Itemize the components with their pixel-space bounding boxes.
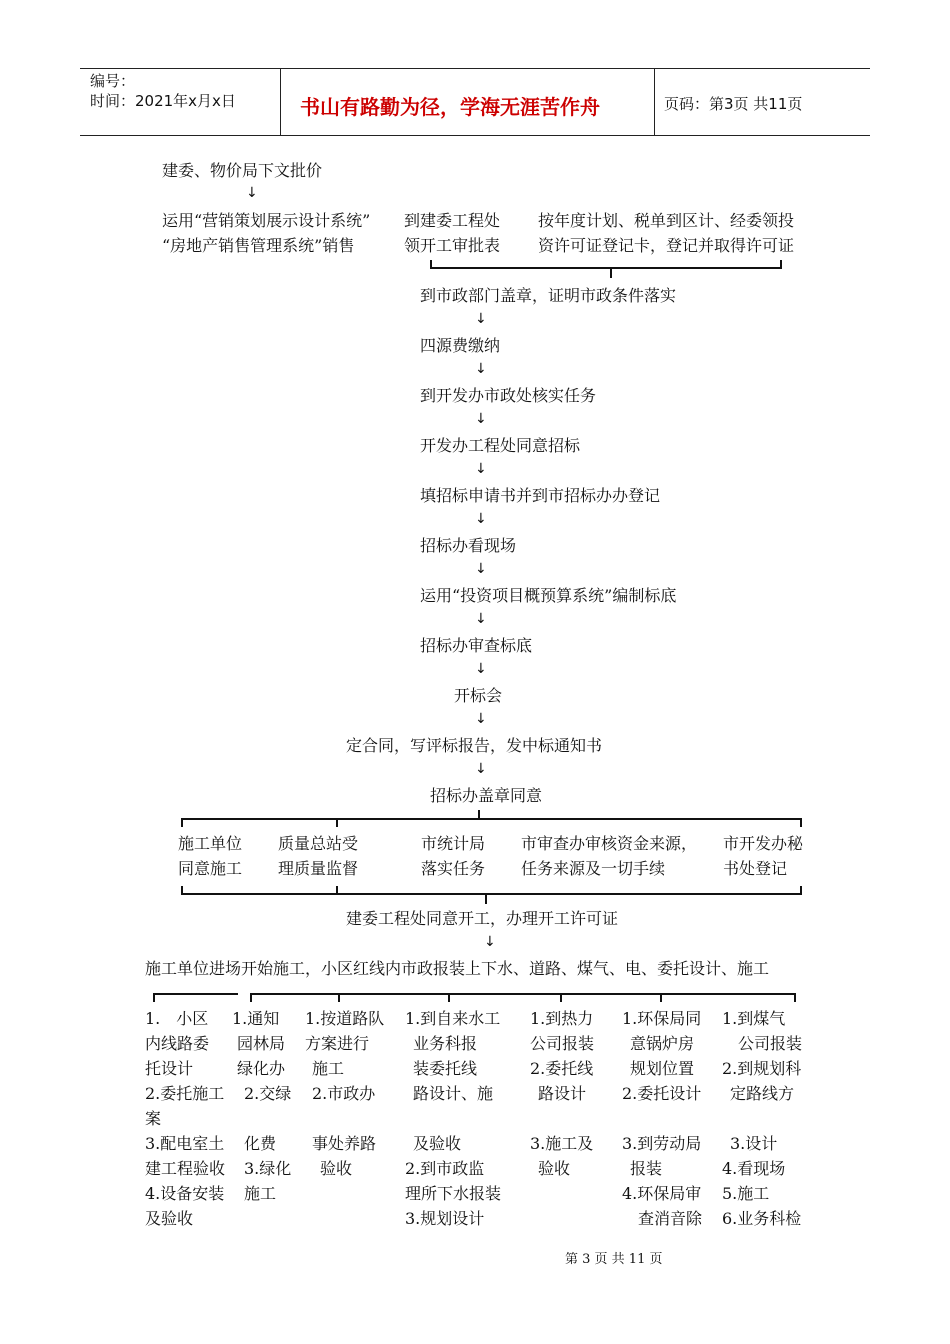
header-divider-right [654,68,655,136]
task-line: 理所下水报装 [405,1184,502,1203]
header-top-rule [80,68,870,69]
flow-step: 开发办工程处同意招标 [420,436,581,455]
branch-item: 施工单位 [178,834,243,853]
task-line: 3.配电室土 [145,1134,225,1153]
task-line: 绿化办 [237,1059,286,1078]
task-line: 3.绿化 [244,1159,292,1178]
bracket-tick [153,993,155,1002]
flow-step-permit: 建委工程处同意开工，办理开工许可证 [346,909,619,928]
task-line: 4.环保局审 [622,1184,702,1203]
task-column-4 [405,1006,501,1231]
task-line: 1.到煤气 [722,1009,786,1028]
flow-right-line2: 资许可证登记卡，登记并取得许可证 [538,236,795,255]
branch-item: 书处登记 [723,859,788,878]
task-line: 建工程验收 [145,1159,226,1178]
flow-mid-line2: 领开工审批表 [404,236,501,255]
branch-item: 市审查办审核资金来源， [521,834,698,853]
merge-bracket-line [430,267,782,269]
flow-step: 填招标申请书并到市招标办办登记 [420,486,661,505]
flow-step: 四源费缴纳 [420,336,501,355]
down-arrow-icon: ↓ [475,461,487,477]
task-column-3 [305,1006,384,1181]
bracket-tick [336,886,338,895]
bracket-tick [485,895,487,904]
down-arrow-icon: ↓ [475,361,487,377]
branch-bracket-bottom [181,893,802,895]
task-line: 内线路委 [145,1034,210,1053]
branch-bracket-top [181,818,802,820]
down-arrow-icon: ↓ [475,411,487,427]
task-line: 4.设备安装 [145,1184,225,1203]
flow-step: 运用“投资项目概预算系统”编制标底 [420,586,677,605]
bracket-tick [181,818,183,827]
down-arrow-icon: ↓ [484,934,496,950]
flow-step: 到市政部门盖章，证明市政条件落实 [420,286,677,305]
task-line: 1.到自来水工 [405,1009,501,1028]
down-arrow-icon: ↓ [475,511,487,527]
doc-time-label: 时间：2021年x月x日 [90,92,236,110]
task-line: 2.交绿 [244,1084,292,1103]
bracket-tick [448,993,450,1002]
task-line: 公司报装 [530,1034,595,1053]
flow-step: 招标办看现场 [420,536,517,555]
task-line: 2.委托设计 [622,1084,702,1103]
flow-mid-line1: 到建委工程处 [404,211,501,230]
task-line [305,1106,384,1131]
branch-item: 任务来源及一切手续 [521,859,666,878]
task-line: 业务科报 [413,1034,478,1053]
page-footer: 第 3 页 共 11 页 [565,1252,663,1267]
bracket-tick [780,260,782,269]
task-line: 路设计 [538,1084,587,1103]
task-line: 验收 [320,1159,353,1178]
bracket-tick [794,993,796,1002]
flow-step-construction: 施工单位进场开始施工，小区红线内市政报装上下水、道路、煤气、电、委托设计、施工 [145,959,770,978]
task-line: 意锅炉房 [630,1034,695,1053]
down-arrow-icon: ↓ [475,661,487,677]
flow-step: 到开发办市政处核实任务 [420,386,597,405]
branch-item: 理质量监督 [278,859,359,878]
task-line: 施工 [244,1184,277,1203]
bottom-bracket-left [153,993,238,995]
task-column-7 [722,1006,802,1231]
task-line: 规划位置 [630,1059,695,1078]
task-line: 公司报装 [738,1034,803,1053]
task-line: 3.设计 [730,1134,778,1153]
branch-item: 落实任务 [421,859,486,878]
bracket-tick [430,260,432,269]
branch-item: 市统计局 [421,834,486,853]
task-line: 1.到热力 [530,1009,594,1028]
task-column-5 [530,1006,594,1181]
task-line: 路设计、施 [413,1084,494,1103]
task-column-1 [145,1006,225,1231]
header-divider-left [280,68,281,136]
flow-step: 招标办审查标底 [420,636,533,655]
down-arrow-icon: ↓ [475,611,487,627]
task-line: 1. 小区 [145,1009,209,1028]
task-line: 托设计 [145,1059,194,1078]
task-line: 2.到规划科 [722,1059,802,1078]
task-line: 查消音除 [638,1209,703,1228]
bottom-bracket-right [250,993,796,995]
down-arrow-icon: ↓ [475,311,487,327]
task-line [530,1106,594,1131]
bracket-tick [800,886,802,895]
task-column-2 [232,1006,291,1206]
down-arrow-icon: ↓ [475,711,487,727]
down-arrow-icon: ↓ [475,561,487,577]
task-line [622,1106,702,1131]
bracket-tick [610,269,612,278]
task-line: 园林局 [237,1034,286,1053]
task-line: 3.施工及 [530,1134,594,1153]
task-line: 1.环保局同 [622,1009,702,1028]
task-line: 2.委托线 [530,1059,594,1078]
task-line: 及验收 [413,1134,462,1153]
task-line: 施工 [312,1059,345,1078]
task-line: 1.通知 [232,1009,280,1028]
bracket-tick [250,993,252,1002]
bracket-tick [181,886,183,895]
bracket-tick [800,818,802,827]
task-line: 2.到市政监 [405,1159,485,1178]
task-line: 3.规划设计 [405,1209,485,1228]
branch-item: 质量总站受 [278,834,359,853]
task-line: 报装 [630,1159,663,1178]
task-line: 3.到劳动局 [622,1134,702,1153]
task-line: 6.业务科检 [722,1209,802,1228]
flow-left-line2: “房地产销售管理系统”销售 [162,236,355,255]
bracket-tick [660,993,662,1002]
bracket-tick [560,993,562,1002]
header-bottom-rule [80,135,870,136]
task-line [405,1106,501,1131]
task-line: 验收 [538,1159,571,1178]
task-line: 2.委托施工 [145,1084,225,1103]
task-line: 案 [145,1109,162,1128]
bracket-tick [478,810,480,819]
down-arrow-icon: ↓ [475,761,487,777]
header-motto: 书山有路勤为径，学海无涯苦作舟 [300,95,600,119]
flow-step: 定合同，写评标报告，发中标通知书 [346,736,603,755]
task-line: 1.按道路队 [305,1009,385,1028]
flow-step: 招标办盖章同意 [430,786,543,805]
branch-item: 市开发办秘 [723,834,804,853]
task-line: 4.看现场 [722,1159,786,1178]
task-line [722,1106,802,1131]
task-line: 2.市政办 [312,1084,376,1103]
branch-item: 同意施工 [178,859,243,878]
doc-number-label: 编号： [90,72,136,90]
task-column-6 [622,1006,702,1231]
flow-right-line1: 按年度计划、税单到区计、经委领投 [538,211,795,230]
task-line [232,1106,291,1131]
down-arrow-icon: ↓ [246,185,258,201]
bracket-tick [338,993,340,1002]
flow-left-line1: 运用“营销策划展示设计系统” [162,211,371,230]
bracket-tick [336,818,338,827]
task-line: 装委托线 [413,1059,478,1078]
task-line: 定路线方 [730,1084,795,1103]
task-line: 方案进行 [305,1034,370,1053]
task-line: 化费 [244,1134,277,1153]
task-line: 事处养路 [312,1134,377,1153]
flow-step-price-approval: 建委、物价局下文批价 [162,161,323,180]
task-line: 5.施工 [722,1184,770,1203]
task-line: 及验收 [145,1209,194,1228]
header-page-info: 页码：第3页 共11页 [664,95,803,113]
flow-step: 开标会 [454,686,503,705]
